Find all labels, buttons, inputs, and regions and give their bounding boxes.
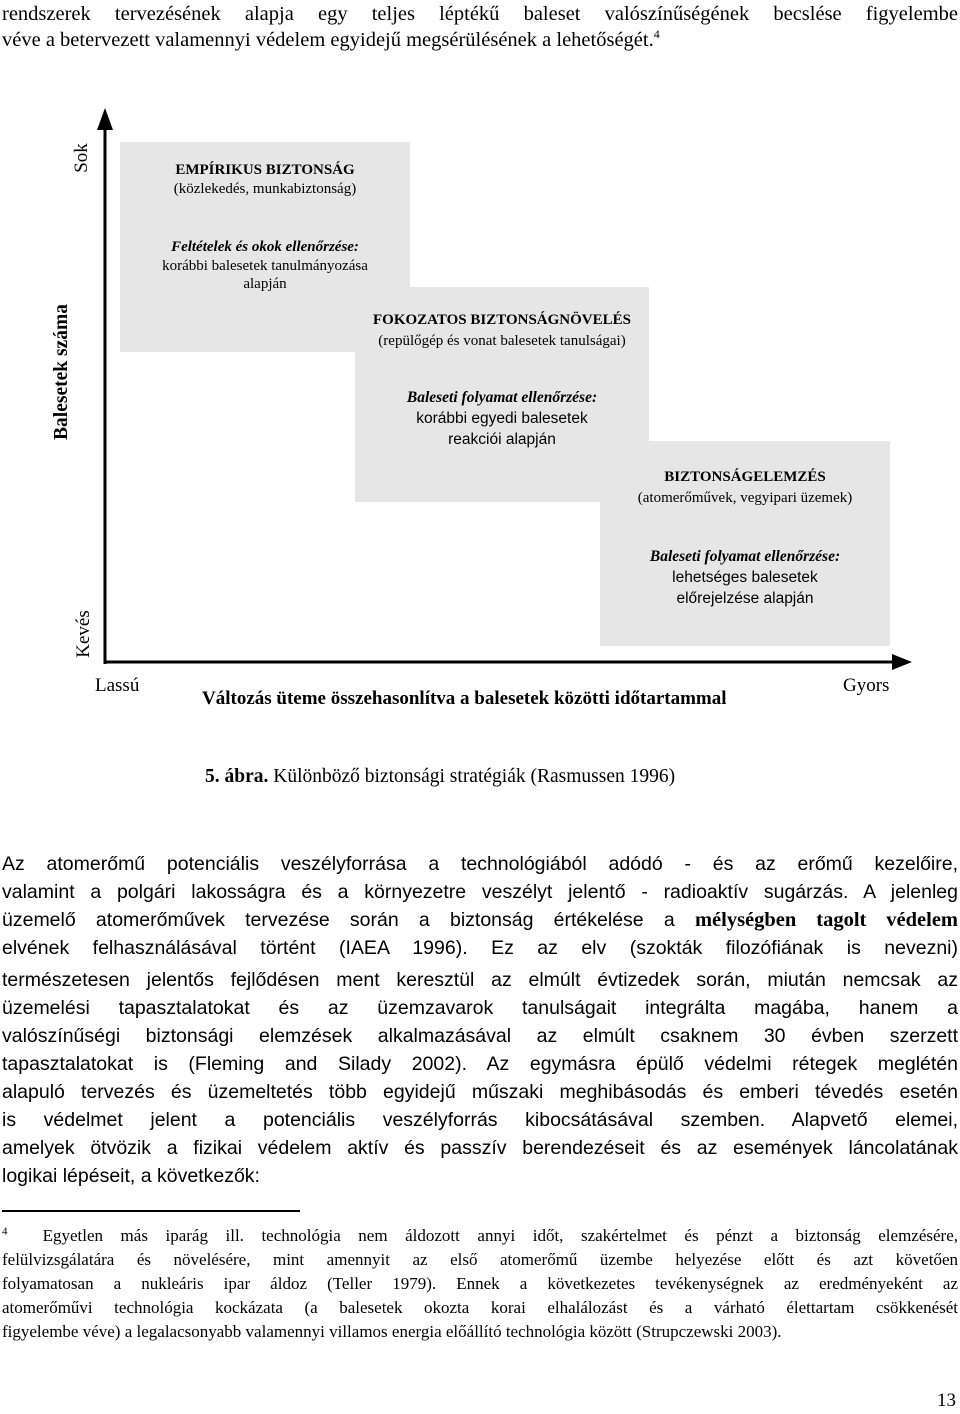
- box1-control-line2: alapján: [243, 276, 287, 292]
- x-axis-left-label: Lassú: [95, 675, 140, 696]
- footnote-separator: [2, 1210, 300, 1212]
- body-line: amelyek ötvözik a fizikai védelem aktív és passzív berendezéseit és az események láncolatának: [2, 1137, 958, 1159]
- box2-subtitle: (repülőgép és vonat balesetek tanulságai): [378, 333, 626, 349]
- body-line: logikai lépéseit, a következők:: [2, 1165, 260, 1187]
- intro-line-2: [2, 28, 958, 52]
- body-line: természetesen jelentős fejlődésen ment keresztül az elmúlt évtizedek során, miután nemcsak az: [2, 969, 958, 991]
- footnote-reference[interactable]: 4: [653, 27, 660, 42]
- box3-control-title: Baleseti folyamat ellenőrzése:: [649, 548, 841, 565]
- body-text: üzemelő atomerőművek tervezése során a biztonság értékelése a: [2, 909, 695, 931]
- body-line: is védelmet jelent a potenciális veszélyforrás kibocsátásával szemben. Alapvető elemei,: [2, 1109, 958, 1131]
- box1-control-title: Feltételek és okok ellenőrzése:: [171, 239, 359, 255]
- body-line: üzemelési tapasztalatokat és az üzemzavarok tanulságait integrálta magába, hanem a: [2, 997, 958, 1019]
- box2-control-line1: korábbi egyedi balesetek: [416, 410, 588, 427]
- page-number: 13: [937, 1390, 956, 1411]
- box2-control-title: Baleseti folyamat ellenőrzése:: [406, 389, 598, 406]
- body-line: valószínűségi biztonsági elemzések alkalmazásával az elmúlt csaknem 30 évben szerzett: [2, 1025, 958, 1047]
- box3-control-line1: lehetséges balesetek: [672, 569, 818, 586]
- x-axis-right-label: Gyors: [843, 675, 890, 696]
- footnote-line: [2, 1226, 958, 1246]
- x-axis-arrow: [892, 654, 912, 670]
- body-line: alapuló tervezés és üzemeltetés több egyidejű műszaki meghibásodás és emberi tévedés esetén: [2, 1081, 958, 1103]
- box3-control-line2: előrejelzése alapján: [676, 590, 814, 607]
- box1-subtitle: (közlekedés, munkabiztonság): [173, 181, 357, 197]
- body-line: Az atomerőmű potenciális veszélyforrása a technológiából adódó - és az erőmű kezelőire,: [2, 853, 958, 875]
- box1-control-line1: korábbi balesetek tanulmányozása: [162, 258, 368, 274]
- body-line: tapasztalatokat is (Fleming and Silady 2002). Az egymásra épülő védelmi rétegek meglétén: [2, 1053, 958, 1075]
- footnote-text: Egyetlen más iparág ill. technológia nem áldozott annyi időt, szakértelmet és pénzt a biztonság elemzésére,: [42, 1226, 958, 1245]
- y-axis-bottom-label: Kevés: [73, 610, 94, 658]
- body-line: valamint a polgári lakosságra és a környezetre veszélyt jelentő - radioaktív sugárzás. A jelenleg: [2, 881, 958, 903]
- box3-title: BIZTONSÁGELEMZÉS: [664, 469, 826, 485]
- emphasis-term: mélységben tagolt védelem: [694, 909, 958, 931]
- y-axis-top-label: Sok: [71, 143, 92, 173]
- box2-control-line2: reakciói alapján: [448, 431, 556, 448]
- footnote-line: atomerőművi technológia kockázata (a balesetek okozta korai elhalálozást és a várható élettartam csökkenését: [2, 1298, 958, 1317]
- y-axis-label: Balesetek száma: [51, 304, 72, 440]
- footnote-line: figyelembe véve) a legalacsonyabb valamennyi villamos energia előállító technológia között (Strupczewski 2003).: [2, 1322, 782, 1341]
- footnote-number: 4: [2, 1226, 8, 1238]
- box1-title: EMPÍRIKUS BIZTONSÁG: [175, 162, 355, 178]
- footnote-line: felülvizsgálatára és növelésére, mint amennyit az első atomerőmű üzembe helyezése előtt és azt követően: [2, 1250, 958, 1269]
- box2-title: FOKOZATOS BIZTONSÁGNÖVELÉS: [373, 312, 631, 328]
- y-axis-arrow: [97, 108, 113, 130]
- footnote-line: folyamatosan a nukleáris ipar áldoz (Teller 1979). Ennek a következetes tevékenységnek az eredményeként az: [2, 1274, 958, 1293]
- intro-line-2-text: véve a betervezett valamennyi védelem egyidejű megsérülésének a lehetőségét.: [2, 29, 654, 51]
- caption-text: Különböző biztonsági stratégiák (Rasmussen 1996): [268, 766, 676, 787]
- body-line: [2, 908, 958, 932]
- figure-caption: [205, 766, 675, 788]
- box3-subtitle: (atomerőművek, vegyipari üzemek): [637, 490, 853, 506]
- x-axis-label: Változás üteme összehasonlítva a balesetek közötti időtartammal: [202, 688, 727, 709]
- figure: [0, 100, 960, 720]
- body-line: elvének felhasználásával történt (IAEA 1996). Ez az elv (szokták filozófiának is nevezni): [2, 937, 958, 959]
- intro-line-1: rendszerek tervezésének alapja egy teljes léptékű baleset valószínűségének becslése figyelembe: [2, 3, 958, 25]
- caption-label: 5. ábra.: [205, 766, 269, 787]
